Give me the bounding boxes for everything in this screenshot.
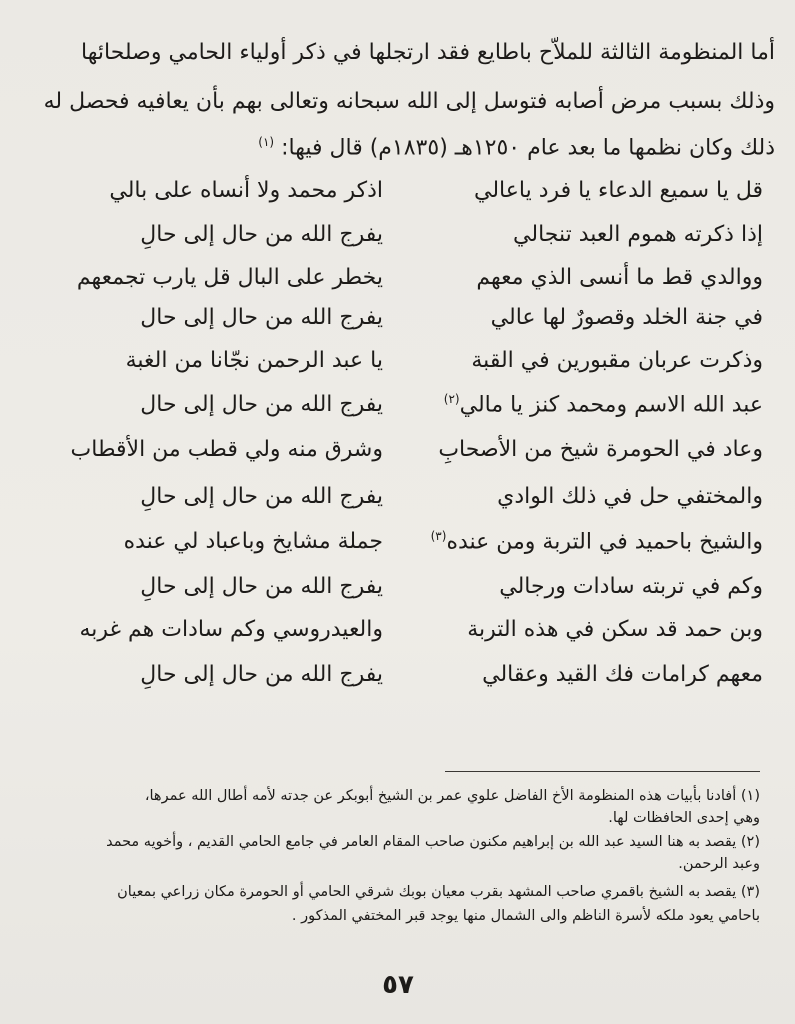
verse-line: [53, 484, 383, 509]
verse-text: وكم في تربته سادات ورجالي: [499, 574, 763, 599]
intro-line-3: [55, 127, 775, 163]
verse-text: قل يا سميع الدعاء يا فرد ياعالي: [474, 178, 763, 203]
verse-text: يا عبد الرحمن نجّانا من الغبة: [125, 348, 383, 373]
verse-line: [423, 178, 763, 203]
verse-line: [53, 574, 383, 599]
verse-line: [423, 484, 763, 509]
verse-line: [423, 348, 763, 373]
footnote-1-line-1: (١) أفادنا بأبيات هذه المنظومة الأخ الفاضل علوي عمر بن الشيخ أبوبكر عن جدته لأمه أطال الله عمرها،: [144, 788, 760, 804]
verse-text: يفرج الله من حال إلى حال: [140, 305, 383, 330]
verse-text: يفرج الله من حال إلى حالِ: [140, 574, 383, 599]
verse-text: عبد الله الاسم ومحمد كنز يا مالي: [459, 392, 763, 418]
footnote-separator: [445, 771, 760, 772]
verse-line: [423, 392, 763, 417]
intro-line-1: أما المنظومة الثالثة للملاّح باطايع فقد ارتجلها في ذكر أولياء الحامي وصلحائها: [81, 40, 775, 65]
verse-text: والشيخ باحميد في التربة ومن عنده: [446, 529, 763, 555]
footnote-1-line-2: وهي إحدى الحافظات لها.: [608, 810, 760, 826]
verse-line: [423, 305, 763, 330]
verse-line: [53, 222, 383, 247]
verse-line: [423, 617, 763, 642]
intro-line-3-text: ذلك وكان نظمها ما بعد عام ١٢٥٠هـ (١٨٣٥م) قال فيها:: [281, 135, 775, 161]
verse-text: معهم كرامات فك القيد وعقالي: [482, 662, 763, 687]
verse-text: ووالدي قط ما أنسى الذي معهم: [476, 265, 763, 290]
footnote-3-line-1: (٣) يقصد به الشيخ باقمري صاحب المشهد بقرب معيان بوبك شرقي الحامي أو الحومرة مكان زراعي بمعيان: [117, 884, 760, 900]
footnote-ref: (٢): [443, 392, 460, 406]
verse-line: [53, 437, 383, 462]
verse-text: اذكر محمد ولا أنساه على بالي: [109, 178, 383, 203]
verse-line: [423, 574, 763, 599]
footnote-ref: (٣): [430, 529, 447, 543]
verse-line: [53, 305, 383, 330]
verse-text: وبن حمد قد سكن في هذه التربة: [467, 617, 763, 642]
verse-line: [53, 617, 383, 642]
verse-line: [53, 662, 383, 687]
verse-text: والعيدروسي وكم سادات هم غربه: [79, 617, 383, 642]
verse-text: وشرق منه ولي قطب من الأقطاب: [70, 437, 383, 462]
verse-line: [53, 392, 383, 417]
verse-line: [423, 529, 763, 554]
intro-line-2: وذلك بسبب مرض أصابه فتوسل إلى الله سبحانه وتعالى بهم بأن يعافيه فحصل له: [43, 89, 775, 114]
verse-text: يفرج الله من حال إلى حالِ: [140, 484, 383, 509]
verse-line: [53, 348, 383, 373]
verse-text: جملة مشايخ وباعباد لي عنده: [123, 529, 383, 554]
verse-text: وعاد في الحومرة شيخ من الأصحابِ: [438, 437, 763, 462]
verse-text: وذكرت عربان مقبورين في القبة: [471, 348, 763, 373]
verse-text: يفرج الله من حال إلى حالِ: [140, 222, 383, 247]
footnote-3-line-2: باحامي يعود ملكه لأسرة الناظم والى الشمال منها يوجد قبر المختفي المذكور .: [291, 908, 760, 924]
verse-text: يخطر على البال قل يارب تجمعهم: [76, 265, 383, 290]
verse-text: في جنة الخلد وقصورٌ لها عالي: [490, 305, 763, 330]
verse-line: [423, 437, 763, 462]
verse-text: والمختفي حل في ذلك الوادي: [497, 484, 763, 509]
page-number: ٥٧: [382, 970, 414, 1000]
verse-line: [53, 178, 383, 203]
footnote-2-line-1: (٢) يقصد به هنا السيد عبد الله بن إبراهيم مكنون صاحب المقام العامر في جامع الحامي القديم ، وأخويه محمد: [106, 834, 760, 850]
verse-line: [423, 662, 763, 687]
verse-text: يفرج الله من حال إلى حالِ: [140, 662, 383, 687]
verse-line: [53, 529, 383, 554]
footnote-2-line-2: وعبد الرحمن.: [678, 856, 760, 872]
footnote-ref-1: (١): [258, 135, 275, 149]
verse-text: يفرج الله من حال إلى حال: [140, 392, 383, 417]
verse-line: [423, 265, 763, 290]
verse-line: [53, 265, 383, 290]
verse-line: [423, 222, 763, 247]
verse-text: إذا ذكرته هموم العبد تنجالي: [513, 222, 763, 247]
